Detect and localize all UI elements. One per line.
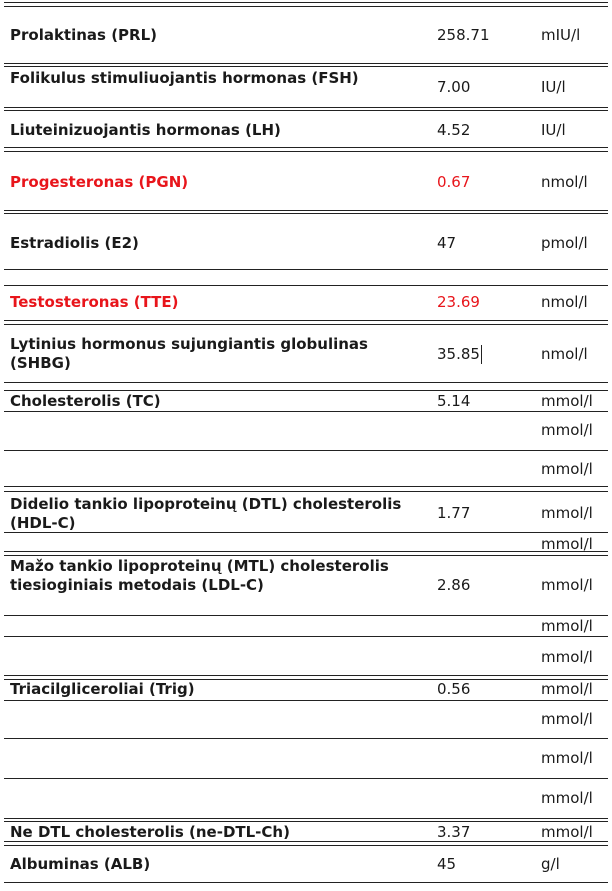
test-name: Estradiolis (E2)	[10, 234, 139, 252]
top-rule	[4, 2, 608, 3]
test-unit: mmol/l	[541, 749, 593, 767]
result-table	[4, 845, 608, 883]
test-name: Cholesterolis (TC)	[10, 392, 161, 410]
test-value	[437, 293, 480, 312]
table-row	[4, 111, 608, 149]
test-unit: g/l	[541, 855, 560, 873]
test-value	[437, 78, 470, 97]
test-value-text: 7.00	[437, 78, 471, 96]
result-table	[4, 110, 608, 148]
result-table	[4, 213, 608, 270]
test-unit: nmol/l	[541, 173, 588, 191]
test-value-text: 2.86	[437, 576, 471, 594]
test-value	[437, 234, 456, 253]
table-row	[4, 214, 608, 271]
test-value	[437, 173, 470, 192]
test-unit: nmol/l	[541, 345, 588, 363]
test-value-text: 23.69	[437, 293, 480, 311]
result-table	[4, 285, 608, 321]
test-unit: mmol/l	[541, 504, 593, 522]
test-value	[437, 26, 490, 45]
result-table	[4, 491, 608, 552]
test-value	[437, 680, 470, 699]
test-value-text: 47	[437, 234, 457, 252]
test-value-text: 258.71	[437, 26, 490, 44]
table-row	[4, 411, 608, 450]
table-row	[4, 325, 608, 384]
test-unit: nmol/l	[541, 293, 588, 311]
test-unit: mIU/l	[541, 26, 581, 44]
test-name: Albuminas (ALB)	[10, 855, 151, 873]
test-name: Folikulus stimuliuojantis hormonas (FSH)	[10, 69, 359, 87]
test-value-text: 3.37	[437, 823, 471, 841]
test-unit: mmol/l	[541, 576, 593, 594]
test-unit: mmol/l	[541, 789, 593, 807]
table-row	[4, 556, 608, 615]
result-table	[4, 390, 608, 487]
test-unit: mmol/l	[541, 823, 593, 841]
text-cursor	[481, 345, 482, 364]
table-row	[4, 450, 608, 488]
table-row	[4, 615, 608, 636]
test-value-text: 45	[437, 855, 457, 873]
test-value	[437, 392, 470, 411]
result-table	[4, 6, 608, 64]
table-row	[4, 492, 608, 532]
table-row	[4, 738, 608, 778]
table-row	[4, 391, 608, 411]
test-value	[437, 345, 482, 364]
test-unit: mmol/l	[541, 535, 593, 553]
table-row	[4, 636, 608, 677]
table-row	[4, 778, 608, 820]
test-name: Progesteronas (PGN)	[10, 173, 189, 191]
test-value-text: 0.56	[437, 680, 471, 698]
table-row	[4, 822, 608, 843]
test-name: Ne DTL cholesterolis (ne-DTL-Ch)	[10, 823, 290, 841]
test-value	[437, 855, 456, 874]
test-value-text: 5.14	[437, 392, 471, 410]
result-table	[4, 821, 608, 842]
table-row	[4, 286, 608, 322]
table-row	[4, 680, 608, 700]
result-table	[4, 151, 608, 211]
test-name: Liuteinizuojantis hormonas (LH)	[10, 121, 281, 139]
table-row	[4, 700, 608, 738]
test-unit: IU/l	[541, 121, 566, 139]
test-unit: mmol/l	[541, 680, 593, 698]
test-value	[437, 504, 470, 523]
test-unit: mmol/l	[541, 648, 593, 666]
test-unit: mmol/l	[541, 421, 593, 439]
test-name: Triacilgliceroliai (Trig)	[10, 680, 195, 698]
test-name: Prolaktinas (PRL)	[10, 26, 158, 44]
test-value-text: 1.77	[437, 504, 471, 522]
result-table	[4, 324, 608, 383]
table-row	[4, 152, 608, 212]
result-table	[4, 679, 608, 819]
table-row	[4, 532, 608, 553]
test-name: Mažo tankio lipoproteinų (MTL) cholesterolis tiesioginiais metodais (LDL-C)	[10, 557, 389, 594]
result-table	[4, 555, 608, 676]
result-table	[4, 66, 608, 108]
table-row	[4, 846, 608, 884]
test-name: Testosteronas (TTE)	[10, 293, 179, 311]
test-value-text: 0.67	[437, 173, 471, 191]
test-value-text: 4.52	[437, 121, 471, 139]
test-value	[437, 121, 470, 140]
test-value-text: 35.85	[437, 345, 480, 363]
test-unit: mmol/l	[541, 617, 593, 635]
test-unit: mmol/l	[541, 460, 593, 478]
table-row	[4, 67, 608, 109]
test-value	[437, 576, 470, 595]
test-name: Lytinius hormonus sujungiantis globulinas (SHBG)	[10, 335, 368, 372]
test-unit: mmol/l	[541, 710, 593, 728]
test-unit: pmol/l	[541, 234, 588, 252]
test-value	[437, 823, 470, 842]
test-name: Didelio tankio lipoproteinų (DTL) cholesterolis (HDL-C)	[10, 495, 402, 532]
test-unit: mmol/l	[541, 392, 593, 410]
test-unit: IU/l	[541, 78, 566, 96]
table-row	[4, 7, 608, 65]
